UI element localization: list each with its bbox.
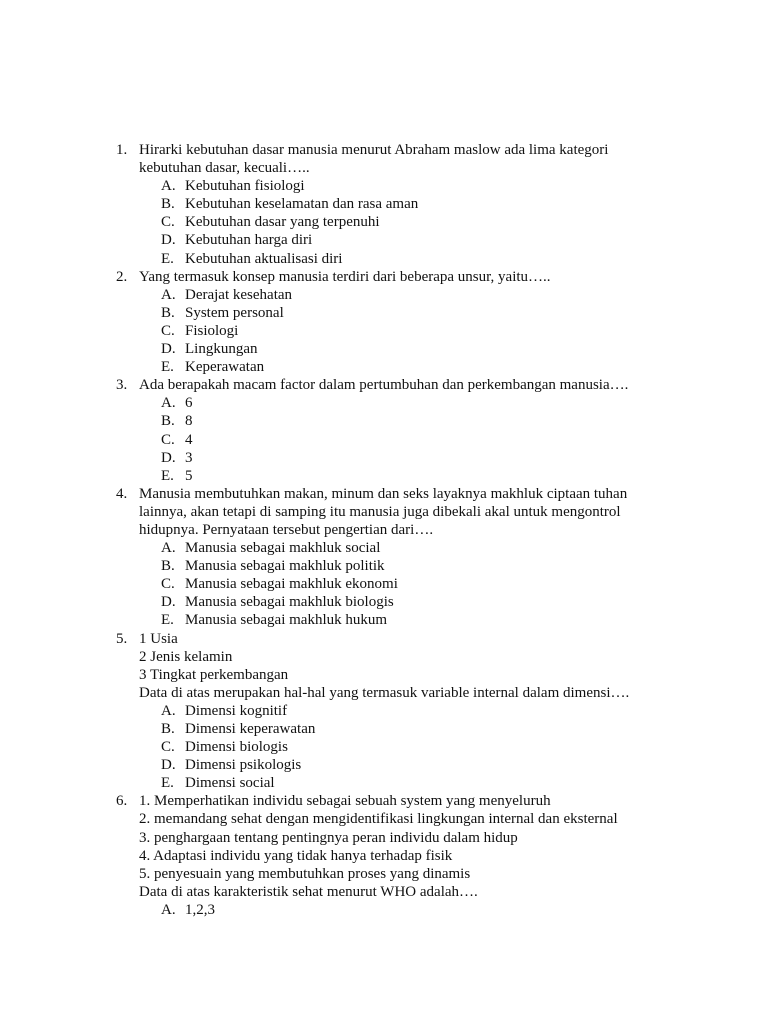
option-text: Kebutuhan keselamatan dan rasa aman [185, 196, 419, 213]
option-text: Manusia sebagai makhluk social [185, 540, 381, 557]
option-label: A. [161, 395, 176, 412]
option-label: E. [161, 612, 174, 629]
option-label: E. [161, 250, 174, 267]
option-label: B. [161, 304, 175, 321]
answer-options [139, 901, 768, 919]
question-text-line: 2. memandang sehat dengan mengidentifikasi lingkungan internal dan eksternal [139, 811, 618, 828]
answer-option [139, 286, 768, 304]
answer-options [139, 702, 768, 792]
question-number: 6. [116, 793, 128, 810]
answer-option [139, 557, 768, 575]
answer-option [139, 394, 768, 412]
option-text: Manusia sebagai makhluk hukum [185, 612, 388, 629]
answer-option [139, 358, 768, 376]
option-label: C. [161, 322, 175, 339]
option-text: Kebutuhan dasar yang terpenuhi [185, 214, 380, 231]
answer-options [139, 177, 768, 267]
option-label: C. [161, 739, 175, 756]
question-number: 5. [116, 630, 128, 647]
option-label: A. [161, 540, 176, 557]
answer-option [139, 322, 768, 340]
question-text-line: 5. penyesuain yang membutuhkan proses yang dinamis [139, 865, 471, 882]
question-item [0, 792, 768, 919]
option-text: Kebutuhan fisiologi [185, 178, 305, 195]
answer-option [139, 340, 768, 358]
option-label: D. [161, 341, 176, 358]
question-item [0, 485, 768, 630]
question-text-line: 4. Adaptasi individu yang tidak hanya terhadap fisik [139, 847, 453, 864]
question-number: 1. [116, 142, 128, 158]
answer-options [139, 286, 768, 376]
option-label: E. [161, 467, 174, 484]
option-label: C. [161, 214, 175, 231]
answer-option [139, 213, 768, 231]
option-text: Kebutuhan aktualisasi diri [185, 250, 343, 267]
question-text-line: 3 Tingkat perkembangan [139, 666, 289, 683]
option-text: Manusia sebagai makhluk biologis [185, 594, 394, 611]
option-text: Lingkungan [185, 341, 258, 358]
question-text-line: Data di atas merupakan hal-hal yang termasuk variable internal dalam dimensi…. [139, 684, 630, 701]
option-text: Dimensi keperawatan [185, 721, 316, 737]
answer-options [139, 394, 768, 484]
question-item [0, 141, 768, 268]
option-text: Manusia sebagai makhluk politik [185, 558, 385, 575]
question-text-line: lainnya, akan tetapi di samping itu manusia juga dibekali akal untuk mengontrol [139, 503, 621, 520]
answer-option [139, 177, 768, 195]
question-text-line: Yang termasuk konsep manusia terdiri dari beberapa unsur, yaitu….. [139, 268, 551, 285]
question-text-line: 1. Memperhatikan individu sebagai sebuah system yang menyeluruh [139, 793, 551, 810]
option-text: Keperawatan [185, 359, 265, 376]
question-number: 3. [116, 377, 128, 394]
option-label: B. [161, 721, 175, 737]
option-label: B. [161, 413, 175, 430]
option-text: Manusia sebagai makhluk ekonomi [185, 576, 398, 593]
option-label: A. [161, 178, 176, 195]
option-label: A. [161, 286, 176, 303]
answer-option [139, 720, 768, 738]
answer-option [139, 467, 768, 485]
option-text: Kebutuhan harga diri [185, 232, 313, 249]
option-label: A. [161, 702, 176, 719]
option-text: 5 [185, 467, 193, 484]
question-text-line: Ada berapakah macam factor dalam pertumbuhan dan perkembangan manusia…. [139, 377, 629, 394]
question-number: 2. [116, 268, 128, 285]
option-text: Derajat kesehatan [185, 286, 293, 303]
option-text: 8 [185, 413, 193, 430]
question-text-line: 3. penghargaan tentang pentingnya peran individu dalam hidup [139, 829, 518, 846]
question-text-line: Manusia membutuhkan makan, minum dan seks layaknya makhluk ciptaan tuhan [139, 485, 628, 502]
option-text: 4 [185, 431, 193, 448]
question-text-line: Data di atas karakteristik sehat menurut WHO adalah…. [139, 883, 478, 900]
answer-option [139, 702, 768, 720]
question-text-line: hidupnya. Pernyataan tersebut pengertian dari…. [139, 521, 434, 538]
option-text: Dimensi kognitif [185, 702, 288, 719]
option-label: D. [161, 232, 176, 249]
option-text: Fisiologi [185, 322, 239, 339]
option-label: E. [161, 359, 174, 376]
option-text: Dimensi social [185, 775, 275, 792]
question-text-line: 2 Jenis kelamin [139, 648, 233, 665]
answer-option [139, 412, 768, 430]
answer-option [139, 774, 768, 792]
answer-option [139, 611, 768, 629]
question-text-line: Hirarki kebutuhan dasar manusia menurut Abraham maslow ada lima kategori [139, 142, 609, 158]
answer-option [139, 304, 768, 322]
answer-option [139, 756, 768, 774]
option-text: Dimensi psikologis [185, 757, 302, 774]
question-item [0, 376, 768, 485]
option-label: E. [161, 775, 174, 792]
question-item [0, 630, 768, 793]
answer-option [139, 901, 768, 919]
answer-option [139, 449, 768, 467]
answer-option [139, 231, 768, 249]
option-label: D. [161, 449, 176, 466]
option-text: 6 [185, 395, 193, 412]
answer-option [139, 250, 768, 268]
option-label: C. [161, 576, 175, 593]
option-label: D. [161, 757, 176, 774]
answer-option [139, 195, 768, 213]
question-number: 4. [116, 485, 128, 502]
option-label: B. [161, 196, 175, 213]
answer-option [139, 593, 768, 611]
answer-option [139, 575, 768, 593]
option-label: B. [161, 558, 175, 575]
answer-option [139, 738, 768, 756]
option-text: 1,2,3 [185, 901, 215, 918]
question-list [0, 141, 768, 919]
option-text: Dimensi biologis [185, 739, 288, 756]
option-label: C. [161, 431, 175, 448]
option-text: 3 [185, 449, 193, 466]
option-label: A. [161, 901, 176, 918]
question-text-line: kebutuhan dasar, kecuali….. [139, 160, 310, 177]
question-text-line: 1 Usia [139, 630, 178, 647]
option-text: System personal [185, 304, 284, 321]
option-label: D. [161, 594, 176, 611]
answer-options [139, 539, 768, 629]
answer-option [139, 431, 768, 449]
question-item [0, 268, 768, 377]
answer-option [139, 539, 768, 557]
